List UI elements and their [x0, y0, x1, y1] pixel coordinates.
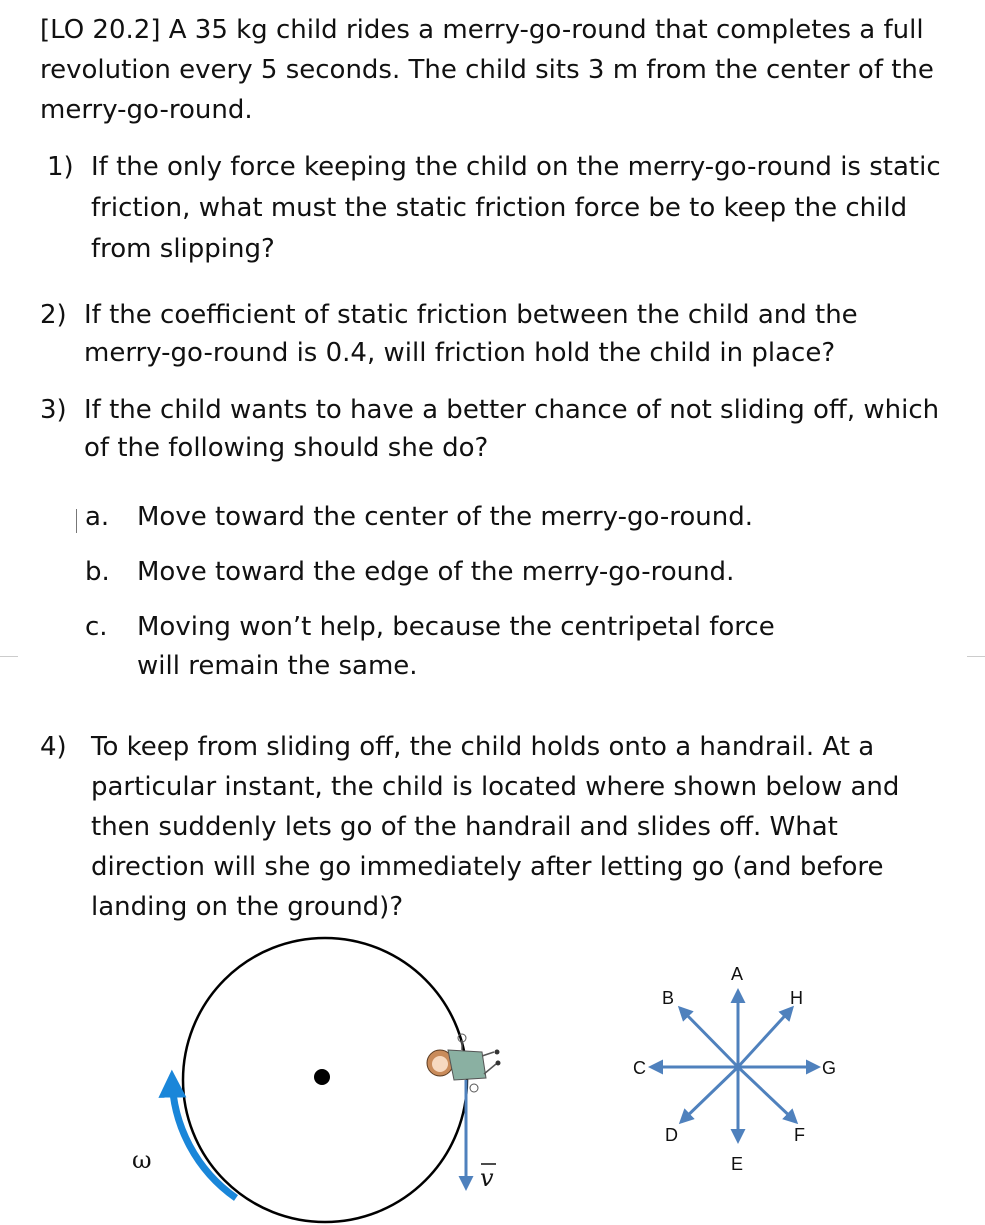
- intro-line-1: [LO 20.2] A 35 kg child rides a merry-go-round that completes a full: [40, 15, 924, 45]
- direction-star: [651, 991, 818, 1141]
- question-4-line-1: To keep from sliding off, the child holds onto a handrail. At a: [91, 732, 875, 762]
- intro-line-3: merry-go-round.: [40, 95, 253, 125]
- label-a: A: [731, 964, 744, 984]
- option-c-text-line-1: Moving won’t help, because the centripetal force: [137, 612, 775, 642]
- omega-label: ω: [132, 1146, 152, 1174]
- question-4-line-4: direction will she go immediately after letting go (and before: [91, 852, 884, 882]
- question-1-line-3: from slipping?: [91, 234, 275, 264]
- option-a-letter: a.: [85, 502, 110, 532]
- label-e: E: [731, 1154, 744, 1174]
- omega-arrow: [172, 1078, 236, 1198]
- arrow-f: [738, 1067, 796, 1122]
- question-2-line-1: If the coefficient of static friction between the child and the: [84, 300, 858, 330]
- question-4-line-3: then suddenly lets go of the handrail and slides off. What: [91, 812, 838, 842]
- option-a-text: Move toward the center of the merry-go-round.: [137, 502, 753, 532]
- arrow-d: [681, 1067, 738, 1122]
- question-4-line-5: landing on the ground)?: [91, 892, 404, 922]
- question-2-line-2: merry-go-round is 0.4, will friction hold the child in place?: [84, 338, 836, 368]
- label-d: D: [665, 1125, 678, 1145]
- velocity-label: v: [480, 1164, 494, 1192]
- question-3-line-2: of the following should she do?: [84, 433, 489, 463]
- label-f: F: [794, 1125, 805, 1145]
- question-1-number: 1): [47, 152, 74, 182]
- option-c-letter: c.: [85, 612, 108, 642]
- question-3-number: 3): [40, 395, 67, 425]
- option-c-text-line-2: will remain the same.: [137, 651, 418, 681]
- question-4-line-2: particular instant, the child is located where shown below and: [91, 772, 900, 802]
- question-1-line-2: friction, what must the static friction force be to keep the child: [91, 193, 908, 223]
- label-c: C: [633, 1058, 646, 1078]
- question-3-line-1: If the child wants to have a better chance of not sliding off, which: [84, 395, 940, 425]
- intro-line-2: revolution every 5 seconds. The child sits 3 m from the center of the: [40, 55, 934, 85]
- question-2-number: 2): [40, 300, 67, 330]
- arrow-b: [680, 1008, 738, 1067]
- option-b-text: Move toward the edge of the merry-go-round.: [137, 557, 735, 587]
- center-dot: [314, 1069, 330, 1085]
- question-4-number: 4): [40, 732, 67, 762]
- label-b: B: [662, 988, 675, 1008]
- arrow-h: [738, 1008, 792, 1067]
- label-h: H: [790, 988, 803, 1008]
- child-figure: [427, 1034, 501, 1092]
- question-1-line-1: If the only force keeping the child on the merry-go-round is static: [91, 152, 941, 182]
- option-b-letter: b.: [85, 557, 110, 587]
- label-g: G: [822, 1058, 837, 1078]
